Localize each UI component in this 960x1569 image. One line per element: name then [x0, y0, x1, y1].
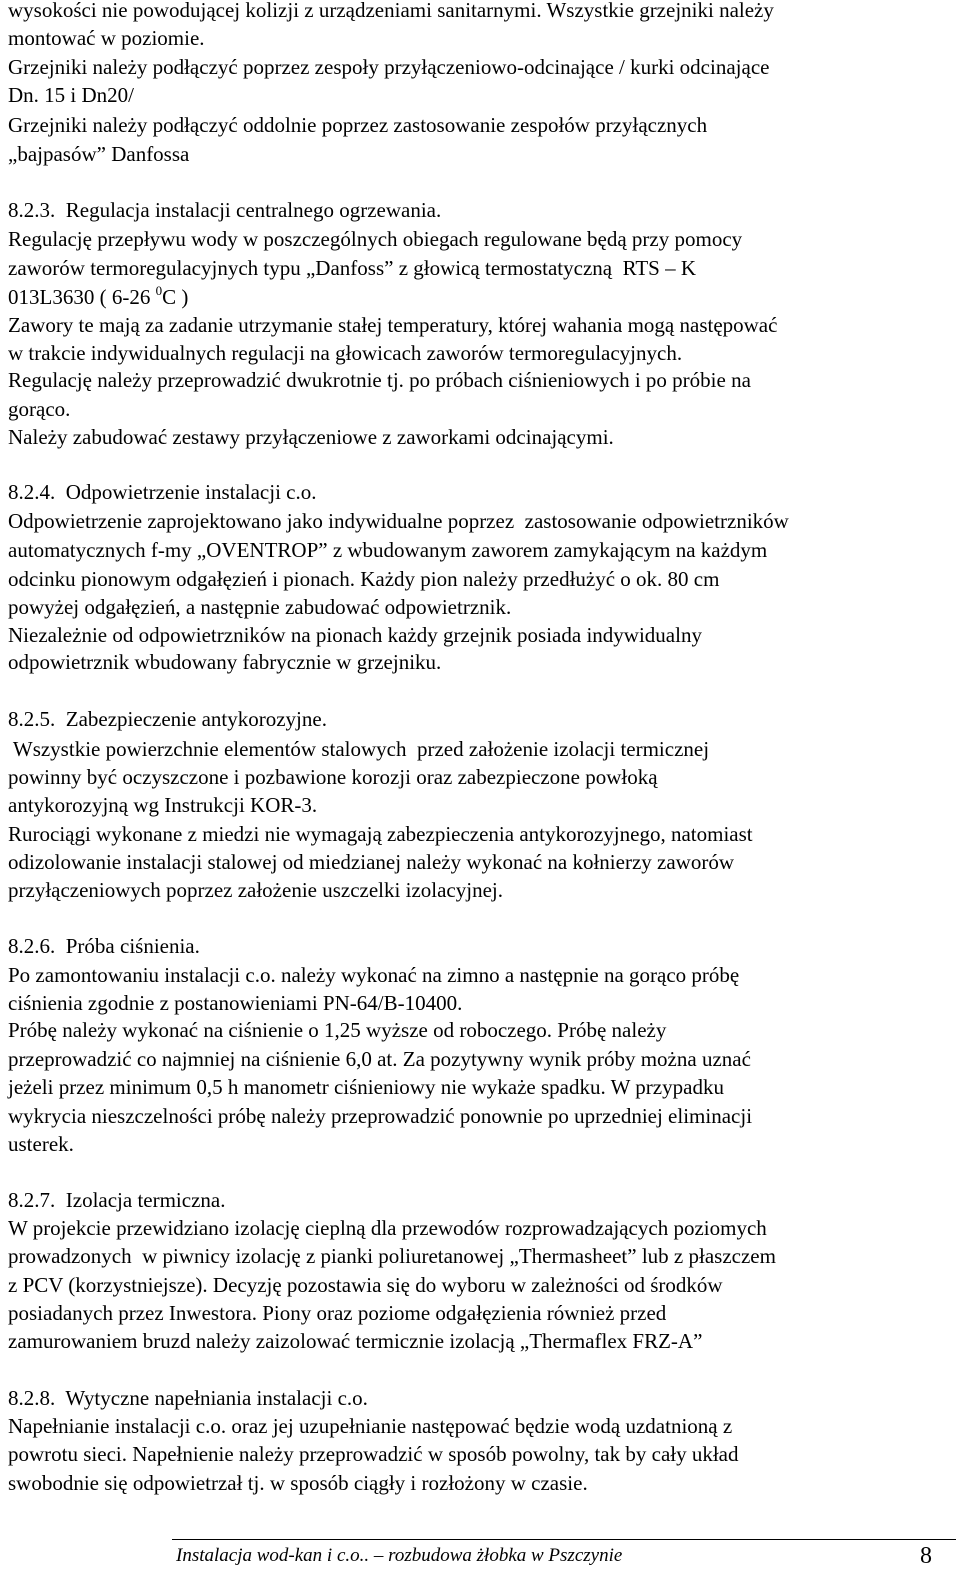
text-line: Rurociągi wykonane z miedzi nie wymagają zabezpieczenia antykorozyjnego, natomiast: [8, 822, 753, 846]
text-line: gorąco.: [8, 397, 71, 421]
section-heading: 8.2.4. Odpowietrzenie instalacji c.o.: [8, 480, 317, 504]
text-line: zamurowaniem bruzd należy zaizolować termicznie izolacją „Thermaflex FRZ-A”: [8, 1329, 703, 1353]
text-line: Grzejniki należy podłączyć poprzez zespoły przyłączeniowo-odcinające / kurki odcinające: [8, 55, 770, 79]
text-line: wysokości nie powodującej kolizji z urządzeniami sanitarnymi. Wszystkie grzejniki należy: [8, 0, 774, 22]
text-line: wykrycia nieszczelności próbę należy przeprowadzić ponownie po uprzedniej eliminacji: [8, 1104, 753, 1128]
text-line: odcinku pionowym odgałęzień i pionach. Każdy pion należy przedłużyć o ok. 80 cm: [8, 567, 720, 591]
text-line: posiadanych przez Inwestora. Piony oraz poziome odgałęzienia również przed: [8, 1301, 667, 1325]
text-line: odizolowanie instalacji stalowej od miedzianej należy wykonać na kołnierzy zaworów: [8, 850, 734, 874]
text-line: swobodnie się odpowietrzał tj. w sposób ciągły i rozłożony w czasie.: [8, 1471, 588, 1495]
text-line: usterek.: [8, 1132, 74, 1156]
section-heading: 8.2.3. Regulacja instalacji centralnego ogrzewania.: [8, 198, 442, 222]
text-line: Należy zabudować zestawy przyłączeniowe z zaworkami odcinającymi.: [8, 425, 614, 449]
text-line: Regulację należy przeprowadzić dwukrotnie tj. po próbach ciśnieniowych i po próbie na: [8, 368, 751, 392]
text-line: ciśnienia zgodnie z postanowieniami PN-64/B-10400.: [8, 991, 463, 1015]
text-line: Zawory te mają za zadanie utrzymanie stałej temperatury, której wahania mogą następować: [8, 313, 778, 337]
text-line: Po zamontowaniu instalacji c.o. należy wykonać na zimno a następnie na gorąco próbę: [8, 963, 740, 987]
text-line: prowadzonych w piwnicy izolację z pianki poliuretanowej „Thermasheet” lub z płaszczem: [8, 1244, 776, 1268]
text-line: automatycznych f-my „OVENTROP” z wbudowanym zaworem zamykającym na każdym: [8, 538, 768, 562]
text-line: „bajpasów” Danfossa: [8, 142, 190, 166]
text-line: antykorozyjną wg Instrukcji KOR-3.: [8, 793, 318, 817]
text-line: montować w poziomie.: [8, 26, 205, 50]
text-line: odpowietrznik wbudowany fabrycznie w grzejniku.: [8, 650, 442, 674]
text-line: w trakcie indywidualnych regulacji na głowicach zaworów termoregulacyjnych.: [8, 341, 683, 365]
text-line: z PCV (korzystniejsze). Decyzję pozostawia się do wyboru w zależności od środków: [8, 1273, 723, 1297]
text-line: zaworów termoregulacyjnych typu „Danfoss” z głowicą termostatyczną RTS – K: [8, 256, 697, 280]
text-line: powrotu sieci. Napełnienie należy przeprowadzić w sposób powolny, tak by cały układ: [8, 1442, 739, 1466]
footer-text: Instalacja wod-kan i c.o.. – rozbudowa żłobka w Pszczynie: [176, 1545, 623, 1566]
footer-divider: [172, 1539, 956, 1540]
text-line: Próbę należy wykonać na ciśnienie o 1,25 wyższe od roboczego. Próbę należy: [8, 1018, 667, 1042]
section-heading: 8.2.6. Próba ciśnienia.: [8, 934, 200, 958]
text-line: [8, 283, 188, 314]
text-line: Dn. 15 i Dn20/: [8, 83, 134, 107]
text-line: jeżeli przez minimum 0,5 h manometr ciśnieniowy nie wykaże spadku. W przypadku: [8, 1075, 724, 1099]
section-heading: 8.2.8. Wytyczne napełniania instalacji c.o.: [8, 1386, 368, 1410]
text-line: Wszystkie powierzchnie elementów stalowych przed założenie izolacji termicznej: [8, 737, 710, 761]
section-heading: 8.2.5. Zabezpieczenie antykorozyjne.: [8, 707, 327, 731]
section-heading: 8.2.7. Izolacja termiczna.: [8, 1188, 226, 1212]
text-line: przeprowadzić co najmniej na ciśnienie 6,0 at. Za pozytywny wynik próby można uznać: [8, 1047, 751, 1071]
text-line: Grzejniki należy podłączyć oddolnie poprzez zastosowanie zespołów przyłącznych: [8, 113, 708, 137]
text-segment: 013L3630 ( 6-26: [8, 285, 156, 309]
superscript: 0: [155, 283, 163, 298]
text-line: Odpowietrzenie zaprojektowano jako indywidualne poprzez zastosowanie odpowietrzników: [8, 509, 789, 533]
text-line: przyłączeniowych poprzez założenie uszczelki izolacyjnej.: [8, 878, 503, 902]
text-line: powinny być oczyszczone i pozbawione korozji oraz zabezpieczone powłoką: [8, 765, 658, 789]
text-segment: C ): [162, 285, 189, 309]
text-line: Napełnianie instalacji c.o. oraz jej uzupełnianie następować będzie wodą uzdatnioną z: [8, 1414, 733, 1438]
text-line: W projekcie przewidziano izolację cieplną dla przewodów rozprowadzających poziomych: [8, 1216, 767, 1240]
page-number: 8: [920, 1543, 932, 1569]
text-line: powyżej odgałęzień, a następnie zabudować odpowietrznik.: [8, 595, 512, 619]
text-line: Niezależnie od odpowietrzników na pionach każdy grzejnik posiada indywidualny: [8, 623, 702, 647]
text-line: Regulację przepływu wody w poszczególnych obiegach regulowane będą przy pomocy: [8, 227, 743, 251]
